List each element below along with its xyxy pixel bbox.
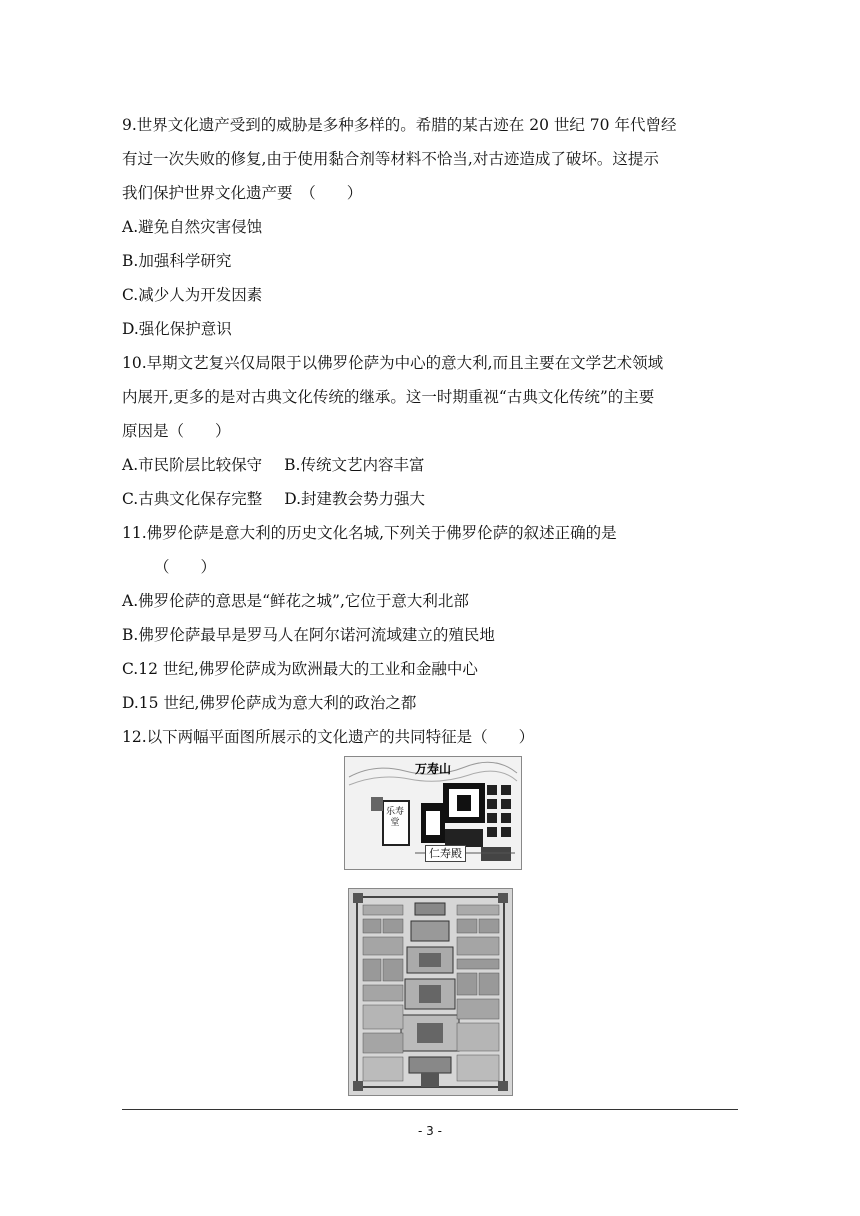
q12-stem-line-1: 12.以下两幅平面图所展示的文化遗产的共同特征是（ ） [122, 728, 535, 746]
q11-option-d: D.15 世纪,佛罗伦萨成为意大利的政治之都 [122, 694, 417, 712]
q10-option-c: C.古典文化保存完整 [122, 490, 263, 508]
q9-option-a: A.避免自然灾害侵蚀 [122, 218, 263, 236]
q10-options-row-2 [122, 482, 742, 516]
q9-stem-line-2: 有过一次失败的修复,由于使用黏合剂等材料不恰当,对古迹造成了破坏。这提示 [122, 150, 659, 168]
q9-option-b: B.加强科学研究 [122, 252, 232, 270]
q10-stem-line-2: 内展开,更多的是对古典文化传统的继承。这一时期重视“古典文化传统”的主要 [122, 388, 655, 406]
page-number: - 3 - [418, 1124, 442, 1138]
q9-stem-line-1: 9.世界文化遗产受到的威胁是多种多样的。希腊的某古迹在 20 世纪 70 年代曾经 [122, 116, 677, 134]
q9-stem-line-3: 我们保护世界文化遗产要 （ ） [122, 184, 363, 202]
q9-option-c: C.减少人为开发因素 [122, 286, 263, 304]
label-wanshoushan: 万寿山 [415, 762, 452, 776]
q10-stem-line-3: 原因是（ ） [122, 422, 231, 440]
summer-palace-plan-figure [344, 756, 522, 870]
forbidden-city-plan-drawing [349, 889, 512, 1095]
q11-option-c: C.12 世纪,佛罗伦萨成为欧洲最大的工业和金融中心 [122, 660, 478, 678]
q11-stem-line-1: 11.佛罗伦萨是意大利的历史文化名城,下列关于佛罗伦萨的叙述正确的是 [122, 524, 617, 542]
label-renshoudian: 仁寿殿 [425, 845, 466, 862]
forbidden-city-plan-figure [348, 888, 513, 1096]
q11-option-a: A.佛罗伦萨的意思是“鲜花之城”,它位于意大利北部 [122, 592, 469, 610]
q11-stem-tail: （ ） [154, 558, 217, 576]
q10-options-row-1 [122, 448, 742, 482]
q11-option-b: B.佛罗伦萨最早是罗马人在阿尔诺河流域建立的殖民地 [122, 626, 495, 644]
q10-option-b: B.传统文艺内容丰富 [284, 456, 425, 474]
question-block [122, 108, 742, 754]
q10-option-a: A.市民阶层比较保守 [122, 456, 263, 474]
q10-option-d: D.封建教会势力强大 [284, 490, 426, 508]
footer-divider [122, 1109, 738, 1110]
q10-stem-line-1: 10.早期文艺复兴仅局限于以佛罗伦萨为中心的意大利,而且主要在文学艺术领域 [122, 354, 664, 372]
label-leshoutang: 乐寿堂 [385, 807, 404, 828]
q9-option-d: D.强化保护意识 [122, 320, 232, 338]
